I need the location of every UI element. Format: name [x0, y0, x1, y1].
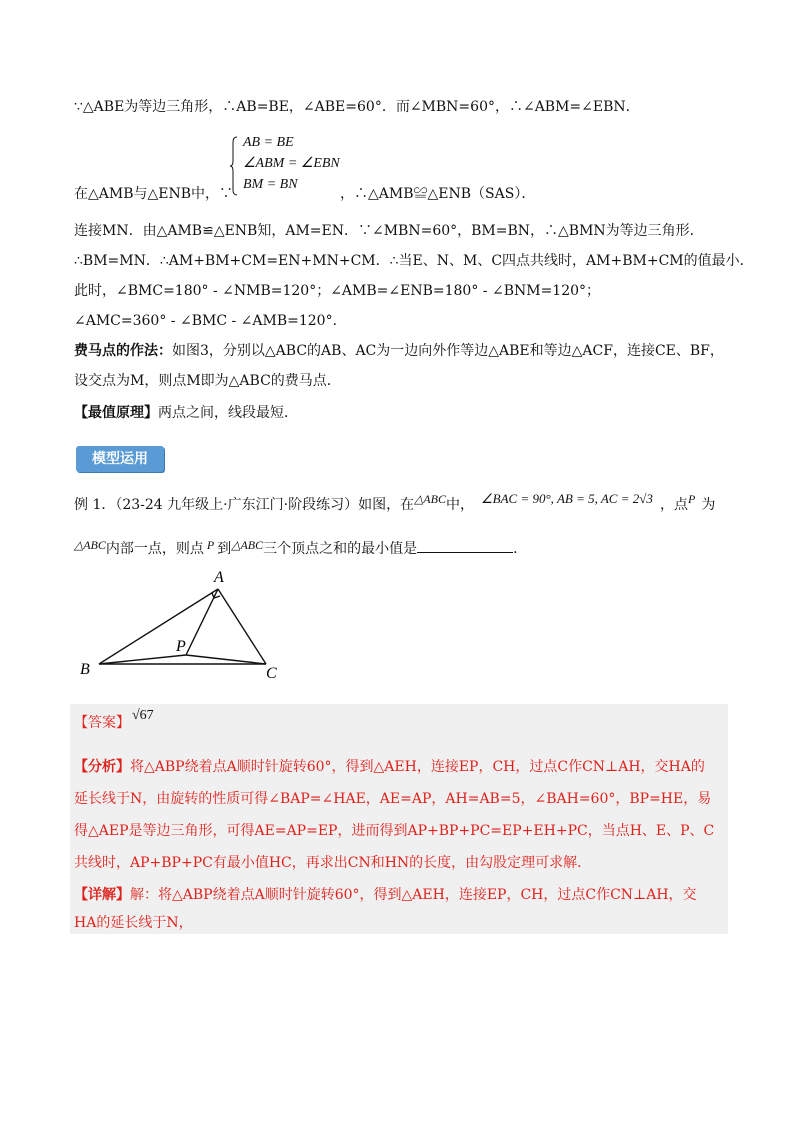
proof-line-1: ∵△ABE为等边三角形，∴AB=BE，∠ABE=60°．而∠MBN=60°，∴∠ABM=∠EBN． [74, 99, 640, 115]
system-row-2: ∠ABM = ∠EBN [243, 156, 340, 171]
proof-line-2-prefix: 在△AMB与△ENB中，∵ [74, 186, 234, 202]
label-a: A [214, 569, 224, 586]
system-row-1: AB = BE [243, 135, 294, 150]
method-label: 费马点的作法： [74, 343, 172, 359]
detail-line-2: HA的延长线于N， [74, 915, 193, 931]
proof-line-2-suffix: ，∴△AMB≌△ENB（SAS）． [340, 186, 536, 202]
example-triangle: △ABC [414, 492, 446, 506]
point-text: ，点 [660, 497, 688, 513]
edge-ac [218, 589, 266, 664]
given-formula: ∠BAC = 90°, AB = 5, AC = 2√3 [481, 491, 653, 506]
proof-line-5: 此时，∠BMC=180° - ∠NMB=120°；∠AMB=∠ENB=180° - ∠BNM=120°； [74, 283, 601, 299]
analysis-line-3: 得△AEP是等边三角形，可得AE=AP=EP，进而得到AP+BP+PC=EP+EH+PC，当点H、E、P、C [74, 823, 715, 839]
principle-label: 【最值原理】 [74, 405, 158, 421]
point-p: P [688, 492, 696, 506]
analysis-line-2: 延长线于N，由旋转的性质可得∠BAP=∠HAE，AE=AP，AH=AB=5，∠BAH=60°，BP=HE，易 [74, 791, 712, 807]
line2-end: ． [513, 541, 528, 557]
label-c: C [266, 665, 277, 682]
point-p-2: P [206, 538, 215, 552]
method-line-2: 设交点为M，则点M即为△ABC的费马点． [74, 373, 341, 389]
analysis-label: 【分析】 [74, 759, 130, 775]
proof-line-3: 连接MN．由△AMB≌△ENB知，AM=EN．∵∠MBN=60°，BM=BN，∴△BMN为等边三角形． [74, 223, 704, 239]
label-b: B [80, 661, 90, 678]
detail-text-1: 解：将△ABP绕着点A顺时针旋转60°，得到△AEH，连接EP，CH，过点C作CN⊥AH，交 [130, 887, 697, 903]
detail-label: 【详解】 [74, 887, 130, 903]
answer-sqrt: √67 [132, 708, 154, 723]
analysis-line-1 [74, 756, 705, 778]
proof-line-6: ∠AMC=360° - ∠BMC - ∠AMB=120°． [74, 313, 347, 329]
tri-abc-1: △ABC [74, 538, 106, 552]
answer-label: 【答案】 [74, 715, 130, 731]
is-text: 为 [701, 497, 716, 513]
example-label: 例 1．（23-24 九年级上·广东江门·阶段练习）如图，在 [74, 497, 415, 513]
answer-value [132, 704, 154, 727]
analysis-line-4: 共线时，AP+BP+PC有最小值HC，再求出CN和HN的长度，由勾股定理可求解． [74, 855, 592, 871]
line2-b: 到 [217, 541, 232, 557]
principle-text: 两点之间，线段最短． [158, 405, 298, 421]
detail-line-1 [74, 884, 697, 906]
tri-abc-2: △ABC [231, 538, 264, 552]
segment-pc [186, 655, 266, 664]
answer-line [74, 712, 130, 734]
method-text: 如图3，分别以△ABC的AB、AC为一边向外作等边△ABE和等边△ACF，连接CE、BF， [172, 343, 724, 359]
system-row-3: BM = BN [243, 177, 298, 192]
section-badge: 模型运用 [76, 446, 164, 472]
label-p: P [176, 638, 186, 655]
example-mid: 中， [445, 497, 474, 513]
line2-a: 内部一点，则点 [105, 541, 204, 557]
line2-c: 三个顶点之和的最小值是 [263, 541, 418, 557]
proof-line-4: ∴BM=MN．∴AM+BM+CM=EN+MN+CM．∴当E、N、M、C四点共线时，AM+BM+CM的值最小． [74, 253, 754, 269]
analysis-text-1: 将△ABP绕着点A顺时针旋转60°，得到△AEH，连接EP，CH，过点C作CN⊥AH，交HA的 [130, 759, 705, 775]
